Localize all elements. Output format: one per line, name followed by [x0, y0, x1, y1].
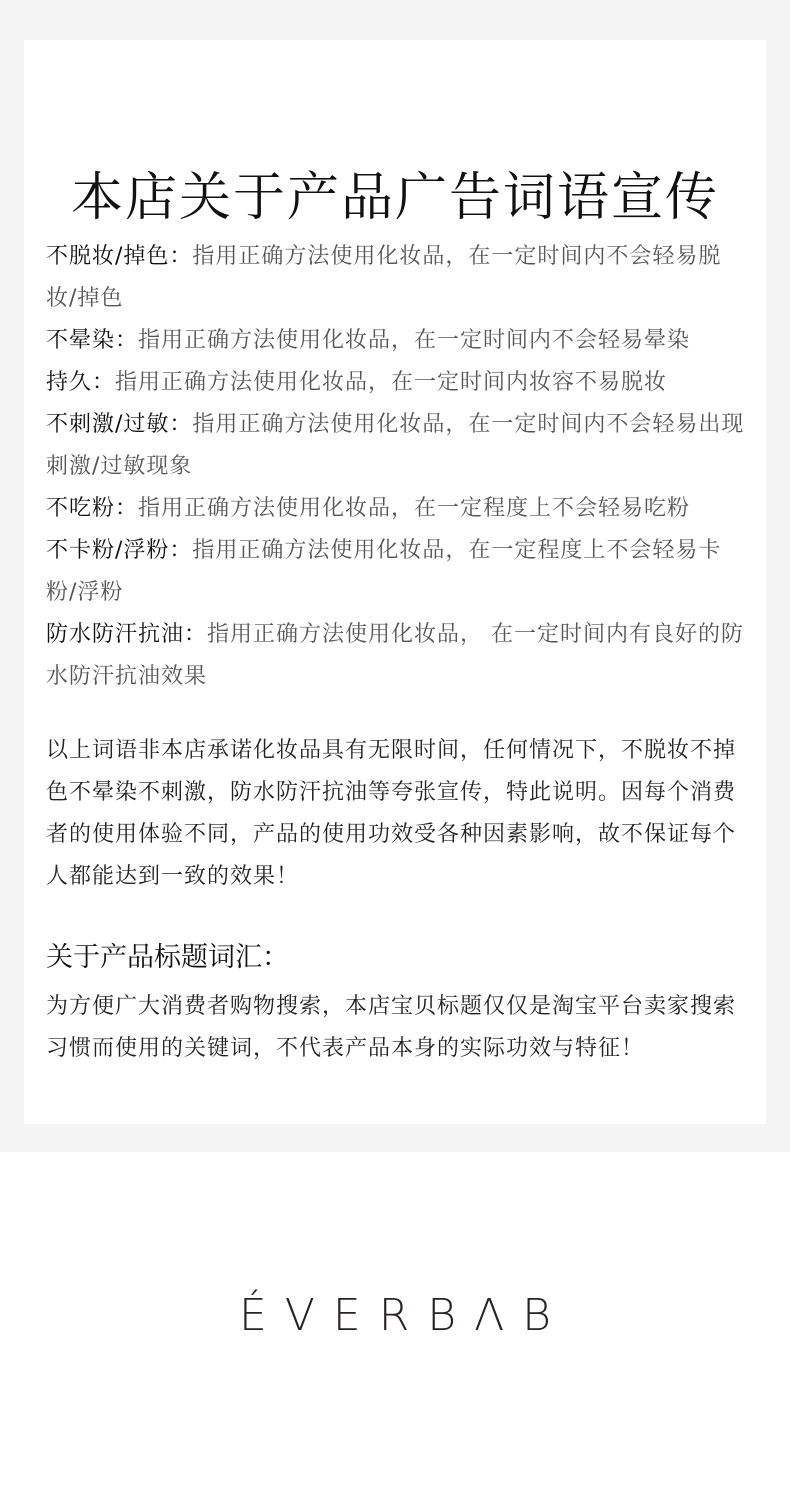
- term-label: 持久：: [46, 370, 116, 395]
- term-label: 不吃粉：: [46, 496, 139, 521]
- term-desc: 指用正确方法使用化妆品， 在一定时间内有良好的防水防汗抗油效果: [46, 622, 745, 689]
- section-heading: 关于产品标题词汇：: [46, 942, 289, 973]
- term-label: 不脱妆/掉色：: [46, 244, 193, 269]
- term-item: [46, 488, 746, 530]
- brand-logo: ÉVERBΛB: [239, 1290, 569, 1341]
- term-desc: 指用正确方法使用化妆品，在一定程度上不会轻易卡粉/浮粉: [46, 538, 722, 605]
- term-item: [46, 362, 746, 404]
- notice-card: [24, 40, 766, 1124]
- disclaimer-text: 以上词语非本店承诺化妆品具有无限时间，任何情况下，不脱妆不掉色不晕染不刺激，防水防汗抗油等夸张宣传，特此说明。因每个消费者的使用体验不同，产品的使用功效受各种因素影响，故不保证每个人都能达到一致的效果！: [46, 738, 737, 889]
- terms-list: [46, 236, 746, 698]
- term-label: 不卡粉/浮粉：: [46, 538, 193, 563]
- section-body: 为方便广大消费者购物搜索，本店宝贝标题仅仅是淘宝平台卖家搜索习惯而使用的关键词，不代表产品本身的实际功效与特征！: [46, 994, 737, 1061]
- term-item: [46, 404, 746, 488]
- term-desc: 指用正确方法使用化妆品，在一定时间内不会轻易晕染: [138, 328, 691, 353]
- term-item: [46, 530, 746, 614]
- term-item: [46, 614, 746, 698]
- term-item: [46, 236, 746, 320]
- term-label: 不晕染：: [46, 328, 139, 353]
- term-desc: 指用正确方法使用化妆品，在一定时间内妆容不易脱妆: [115, 370, 668, 395]
- term-label: 防水防汗抗油：: [46, 622, 208, 647]
- term-label: 不刺激/过敏：: [46, 412, 193, 437]
- term-item: [46, 320, 746, 362]
- term-desc: 指用正确方法使用化妆品，在一定时间内不会轻易出现刺激/过敏现象: [46, 412, 745, 479]
- term-desc: 指用正确方法使用化妆品，在一定时间内不会轻易脱妆/掉色: [46, 244, 722, 311]
- term-desc: 指用正确方法使用化妆品，在一定程度上不会轻易吃粉: [138, 496, 691, 521]
- page-title: 本店关于产品广告词语宣传: [70, 168, 719, 228]
